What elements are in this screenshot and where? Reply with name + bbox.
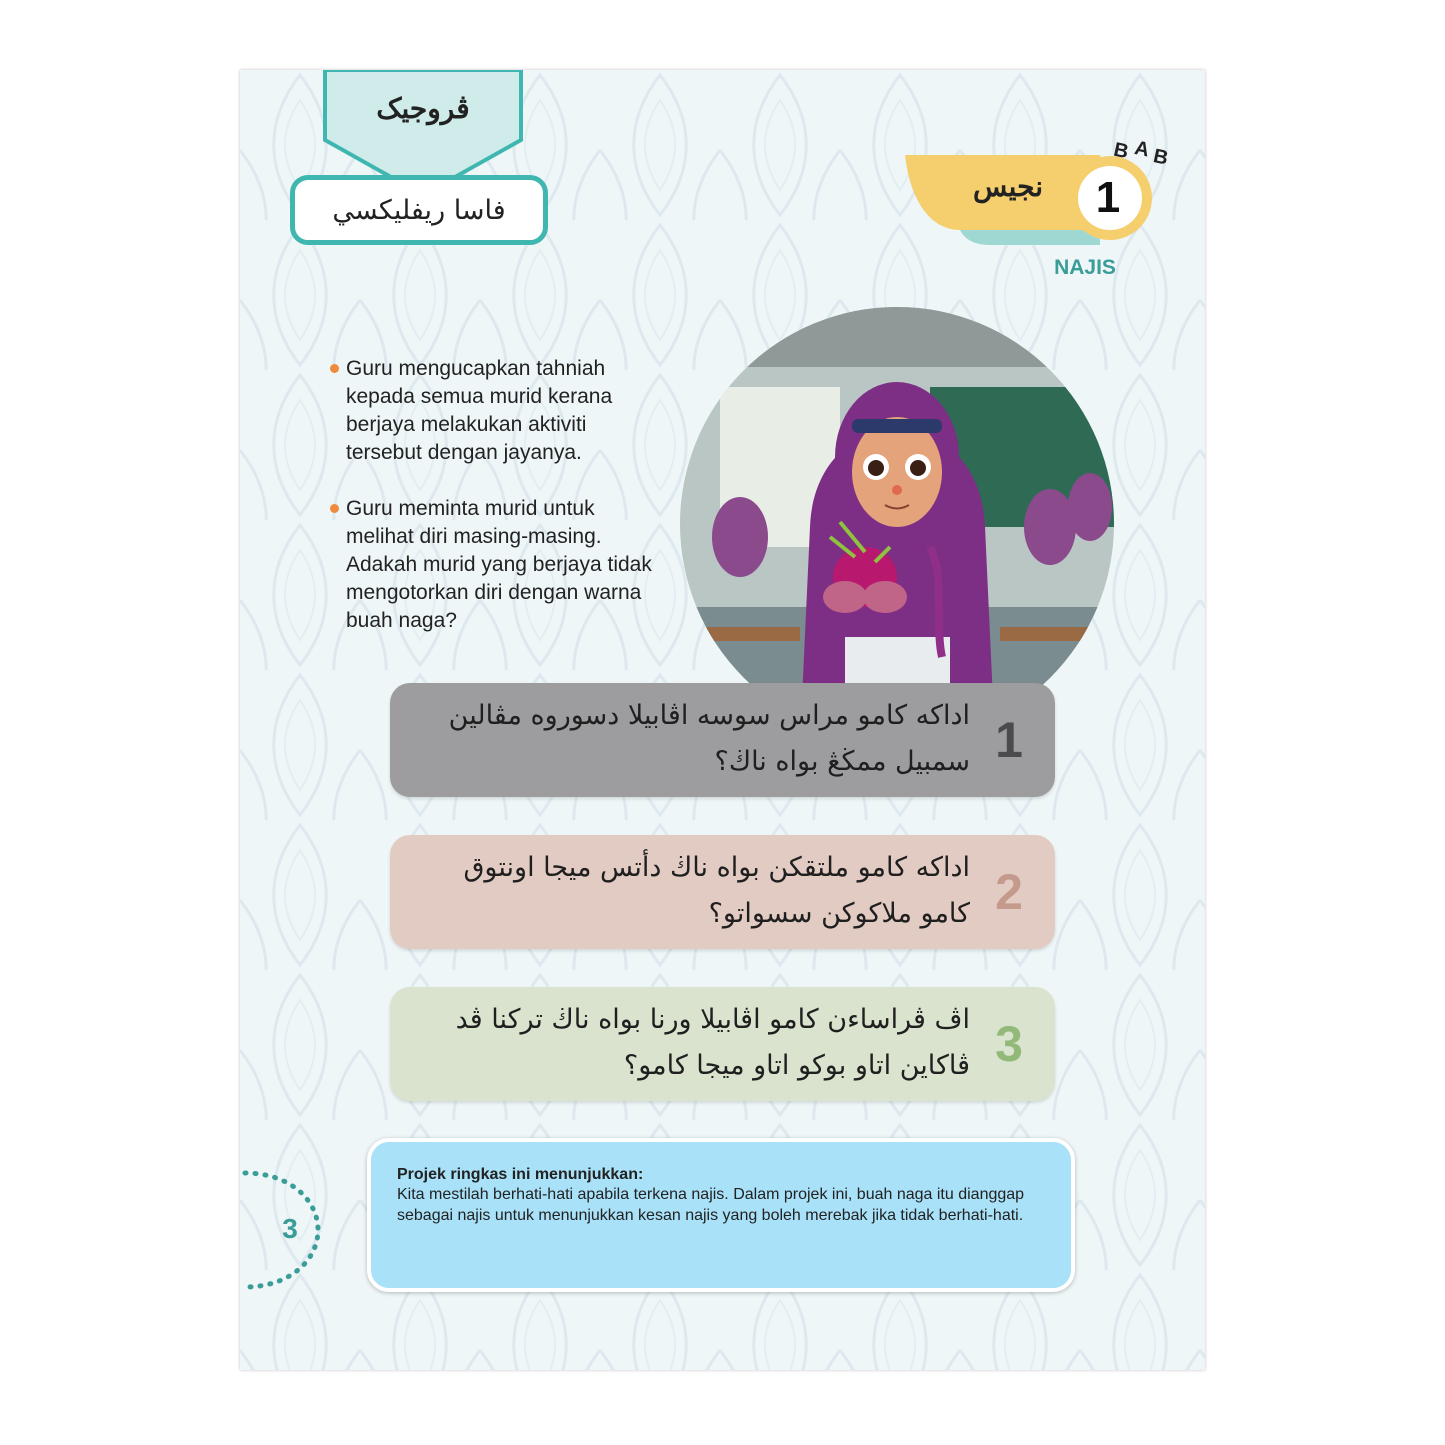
question-text: اداکه کامو ملتقکن بواه ناڬ دأتس ميجا اونتوق کامو ملاکوکن سسواتو؟ — [463, 852, 970, 929]
chapter-title-jawi: نجيس — [972, 170, 1043, 203]
chapter-number: 1 — [1095, 173, 1121, 222]
bullet-text: Guru mengucapkan tahniah kepada semua murid kerana berjaya melakukan aktiviti tersebut dengan jayanya. — [346, 357, 613, 464]
girl-dragon-fruit-illustration — [680, 307, 1115, 742]
summary-body: Kita mestilah berhati-hati apabila terkena najis. Dalam projek ini, buah naga itu dianggap sebagai najis untuk menunjukkan kesan najis yang boleh merebak jika tidak berhati-hati. — [397, 1186, 1025, 1224]
question-card-2 — [390, 835, 1055, 949]
summary-box — [367, 1138, 1075, 1292]
summary-heading: Projek ringkas ini menunjukkan: — [397, 1166, 644, 1183]
bab-label — [1110, 128, 1180, 178]
bullet-text: Guru meminta murid untuk melihat diri masing-masing. Adakah murid yang berjaya tidak mengotorkan diri dengan warna buah naga? — [346, 497, 652, 632]
project-tag-subtitle: فاسا ريفليکسي — [290, 175, 548, 245]
question-number: 1 — [995, 712, 1023, 768]
list-item — [328, 355, 668, 467]
svg-text:BAB: B AB — [1111, 137, 1171, 170]
workbook-page — [240, 70, 1205, 1370]
page-number: 3 — [282, 1213, 298, 1244]
project-tag-title: ڤروجيک — [376, 92, 470, 125]
list-item — [328, 495, 668, 635]
question-card-1 — [390, 683, 1055, 797]
question-card-3 — [390, 987, 1055, 1101]
bullet-dot — [330, 504, 339, 513]
question-text: اداکه کامو مراس سوسه اڤابيلا دسوروه مڤالين سمبيل ممڬڠ بواه ناڬ؟ — [448, 700, 970, 777]
question-text: اڤ ڤراساءن کامو اڤابيلا ورنا بواه ناڬ ترکنا ڤد ڤاکاين اتاو بوکو اتاو ميجا کامو؟ — [455, 1004, 970, 1081]
chapter-title-latin: NAJIS — [1054, 256, 1116, 279]
question-number: 3 — [995, 1016, 1023, 1072]
bullet-dot — [330, 364, 339, 373]
instruction-list — [328, 355, 668, 663]
question-number: 2 — [995, 864, 1023, 920]
